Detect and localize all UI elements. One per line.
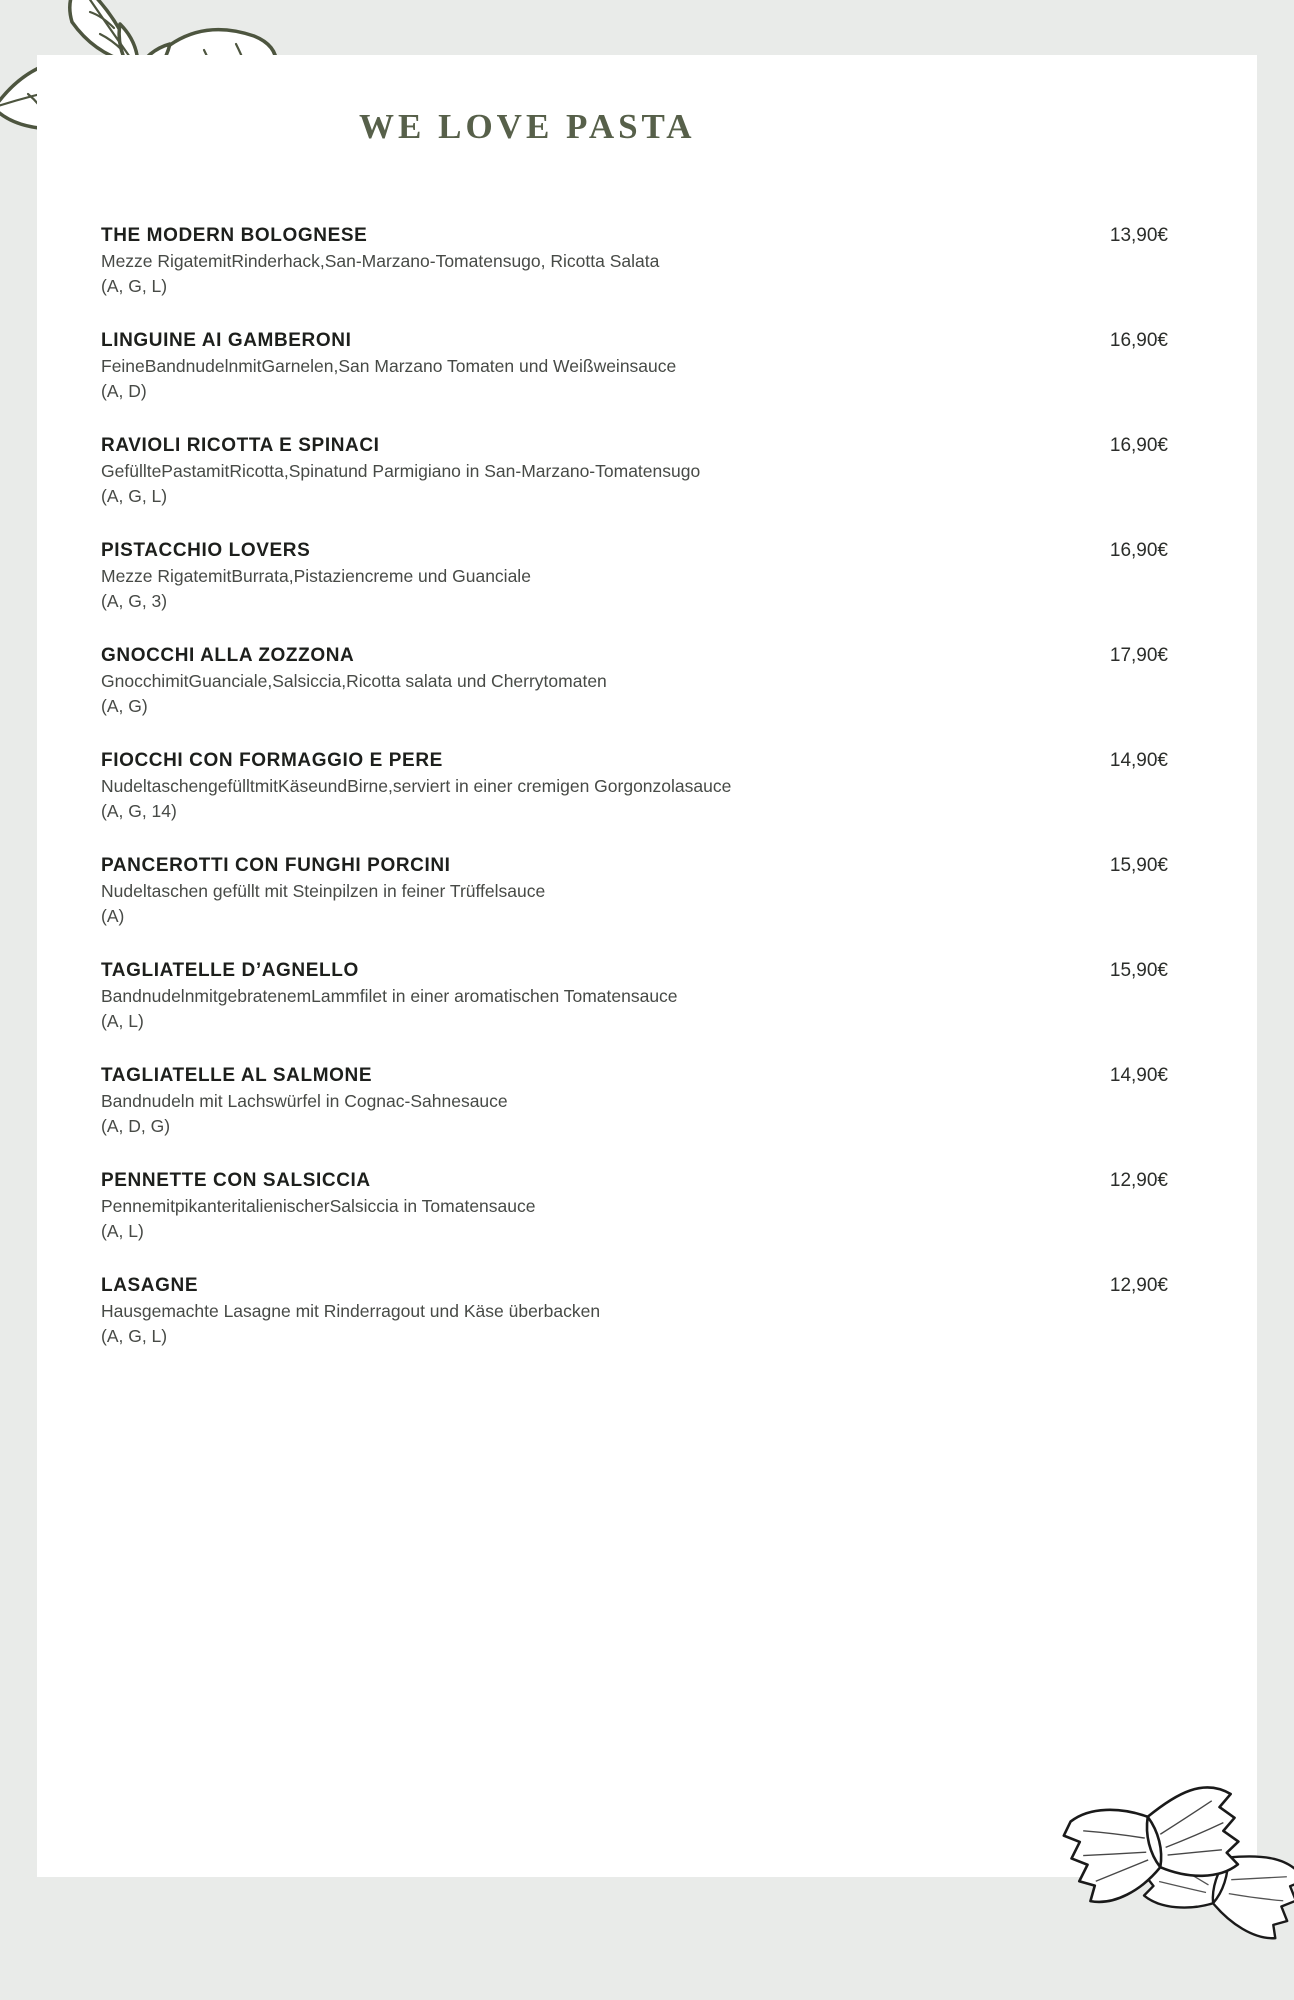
dish-name: FIOCCHI CON FORMAGGIO E PERE xyxy=(101,750,443,771)
menu-list xyxy=(101,223,1168,1378)
dish-price: 14,90€ xyxy=(1109,1065,1168,1086)
page-title: WE LOVE PASTA xyxy=(359,107,696,146)
dish-name: TAGLIATELLE D’AGNELLO xyxy=(101,960,359,981)
dish-price: 17,90€ xyxy=(1109,645,1168,666)
dish-name: PISTACCHIO LOVERS xyxy=(101,540,311,561)
menu-item xyxy=(101,223,1168,299)
dish-name: RAVIOLI RICOTTA E SPINACI xyxy=(101,435,380,456)
menu-item xyxy=(101,643,1168,719)
dish-allergens: (A, D, G) xyxy=(101,1116,171,1136)
dish-name: LASAGNE xyxy=(101,1275,199,1296)
dish-allergens: (A, G, L) xyxy=(101,486,168,506)
dish-name: LINGUINE AI GAMBERONI xyxy=(101,330,352,351)
dish-description: FeineBandnudelnmitGarnelen,San Marzano Tomaten und Weißweinsauce xyxy=(101,356,677,376)
menu-item xyxy=(101,1063,1168,1139)
dish-price: 13,90€ xyxy=(1109,225,1168,246)
menu-item xyxy=(101,1273,1168,1349)
dish-description: GnocchimitGuanciale,Salsiccia,Ricotta salata und Cherrytomaten xyxy=(101,671,607,691)
dish-name: TAGLIATELLE AL SALMONE xyxy=(101,1065,373,1086)
dish-price: 14,90€ xyxy=(1109,750,1168,771)
dish-name: GNOCCHI ALLA ZOZZONA xyxy=(101,645,355,666)
dish-description: NudeltaschengefülltmitKäseundBirne,serviert in einer cremigen Gorgonzolasauce xyxy=(101,776,732,796)
dish-price: 16,90€ xyxy=(1109,540,1168,561)
dish-name: PANCEROTTI CON FUNGHI PORCINI xyxy=(101,855,451,876)
menu-item xyxy=(101,328,1168,404)
dish-price: 15,90€ xyxy=(1109,855,1168,876)
dish-allergens: (A, G, L) xyxy=(101,276,168,296)
dish-price: 15,90€ xyxy=(1109,960,1168,981)
dish-description: BandnudelnmitgebratenemLammfilet in einer aromatischen Tomatensauce xyxy=(101,986,678,1006)
dish-price: 16,90€ xyxy=(1109,330,1168,351)
menu-item xyxy=(101,853,1168,929)
dish-description: Hausgemachte Lasagne mit Rinderragout und Käse überbacken xyxy=(101,1301,601,1321)
dish-description: Nudeltaschen gefüllt mit Steinpilzen in feiner Trüffelsauce xyxy=(101,881,546,901)
dish-price: 12,90€ xyxy=(1109,1275,1168,1296)
menu-item xyxy=(101,1168,1168,1244)
dish-description: Bandnudeln mit Lachswürfel in Cognac-Sahnesauce xyxy=(101,1091,508,1111)
dish-description: Mezze RigatemitBurrata,Pistaziencreme und Guanciale xyxy=(101,566,531,586)
dish-description: PennemitpikanteritalienischerSalsiccia in Tomatensauce xyxy=(101,1196,536,1216)
dish-allergens: (A, G, 14) xyxy=(101,801,177,821)
menu-item xyxy=(101,958,1168,1034)
dish-allergens: (A) xyxy=(101,906,125,926)
dish-description: Mezze RigatemitRinderhack,San-Marzano-Tomatensugo, Ricotta Salata xyxy=(101,251,660,271)
dish-name: PENNETTE CON SALSICCIA xyxy=(101,1170,371,1191)
dish-price: 12,90€ xyxy=(1109,1170,1168,1191)
dish-allergens: (A, L) xyxy=(101,1221,144,1241)
menu-card xyxy=(37,55,1257,1877)
dish-name: THE MODERN BOLOGNESE xyxy=(101,225,368,246)
dish-allergens: (A, G, 3) xyxy=(101,591,168,611)
dish-allergens: (A, G, L) xyxy=(101,1326,168,1346)
menu-item xyxy=(101,748,1168,824)
dish-allergens: (A, D) xyxy=(101,381,147,401)
menu-item xyxy=(101,538,1168,614)
menu-item xyxy=(101,433,1168,509)
dish-allergens: (A, L) xyxy=(101,1011,144,1031)
dish-description: GefülltePastamitRicotta,Spinatund Parmigiano in San-Marzano-Tomatensugo xyxy=(101,461,701,481)
dish-price: 16,90€ xyxy=(1109,435,1168,456)
dish-allergens: (A, G) xyxy=(101,696,148,716)
